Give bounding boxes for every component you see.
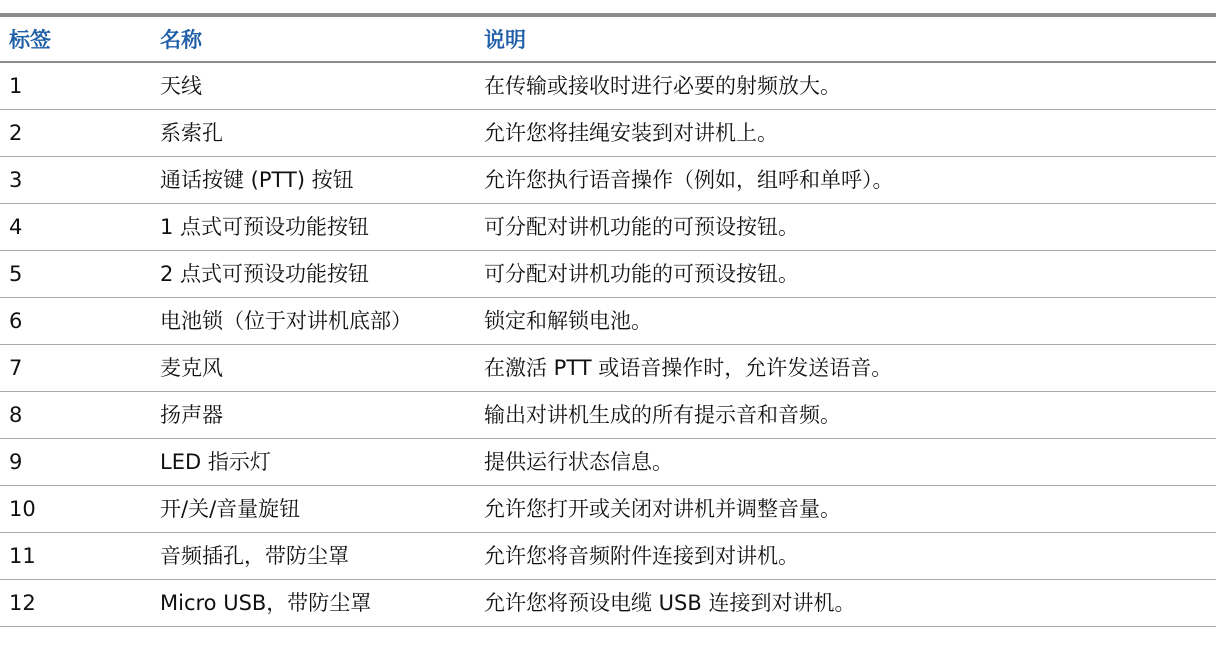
cell-description: 允许您打开或关闭对讲机并调整音量。 [475, 486, 1216, 533]
cell-description: 允许您将音频附件连接到对讲机。 [475, 533, 1216, 580]
cell-description: 在传输或接收时进行必要的射频放大。 [475, 62, 1216, 110]
cell-name: Micro USB，带防尘罩 [151, 580, 475, 627]
table-row [0, 204, 1216, 251]
table-row [0, 580, 1216, 627]
cell-description: 在激活 PTT 或语音操作时，允许发送语音。 [475, 345, 1216, 392]
table-row [0, 439, 1216, 486]
table-row [0, 110, 1216, 157]
header-row [0, 15, 1216, 62]
table-row [0, 251, 1216, 298]
cell-label: 3 [0, 157, 151, 204]
table-header [0, 15, 1216, 62]
header-label: 标签 [0, 15, 151, 62]
radio-controls-table [0, 13, 1216, 627]
table-row [0, 345, 1216, 392]
cell-name: 扬声器 [151, 392, 475, 439]
table-row [0, 392, 1216, 439]
header-name: 名称 [151, 15, 475, 62]
cell-name: 麦克风 [151, 345, 475, 392]
cell-label: 5 [0, 251, 151, 298]
cell-name: LED 指示灯 [151, 439, 475, 486]
cell-description: 输出对讲机生成的所有提示音和音频。 [475, 392, 1216, 439]
cell-label: 12 [0, 580, 151, 627]
cell-description: 允许您执行语音操作（例如，组呼和单呼）。 [475, 157, 1216, 204]
table-row [0, 298, 1216, 345]
cell-label: 8 [0, 392, 151, 439]
cell-name: 电池锁（位于对讲机底部） [151, 298, 475, 345]
table-row [0, 533, 1216, 580]
header-description: 说明 [475, 15, 1216, 62]
cell-label: 7 [0, 345, 151, 392]
cell-label: 4 [0, 204, 151, 251]
cell-name: 2 点式可预设功能按钮 [151, 251, 475, 298]
cell-name: 1 点式可预设功能按钮 [151, 204, 475, 251]
cell-label: 2 [0, 110, 151, 157]
cell-name: 通话按键 (PTT) 按钮 [151, 157, 475, 204]
table-row [0, 62, 1216, 110]
cell-label: 1 [0, 62, 151, 110]
cell-name: 天线 [151, 62, 475, 110]
cell-description: 允许您将挂绳安装到对讲机上。 [475, 110, 1216, 157]
cell-description: 可分配对讲机功能的可预设按钮。 [475, 204, 1216, 251]
table-body [0, 62, 1216, 627]
cell-name: 开/关/音量旋钮 [151, 486, 475, 533]
cell-label: 11 [0, 533, 151, 580]
cell-label: 6 [0, 298, 151, 345]
cell-label: 9 [0, 439, 151, 486]
cell-description: 可分配对讲机功能的可预设按钮。 [475, 251, 1216, 298]
cell-description: 锁定和解锁电池。 [475, 298, 1216, 345]
cell-description: 允许您将预设电缆 USB 连接到对讲机。 [475, 580, 1216, 627]
table-row [0, 157, 1216, 204]
table-row [0, 486, 1216, 533]
cell-name: 系索孔 [151, 110, 475, 157]
cell-label: 10 [0, 486, 151, 533]
cell-name: 音频插孔，带防尘罩 [151, 533, 475, 580]
cell-description: 提供运行状态信息。 [475, 439, 1216, 486]
